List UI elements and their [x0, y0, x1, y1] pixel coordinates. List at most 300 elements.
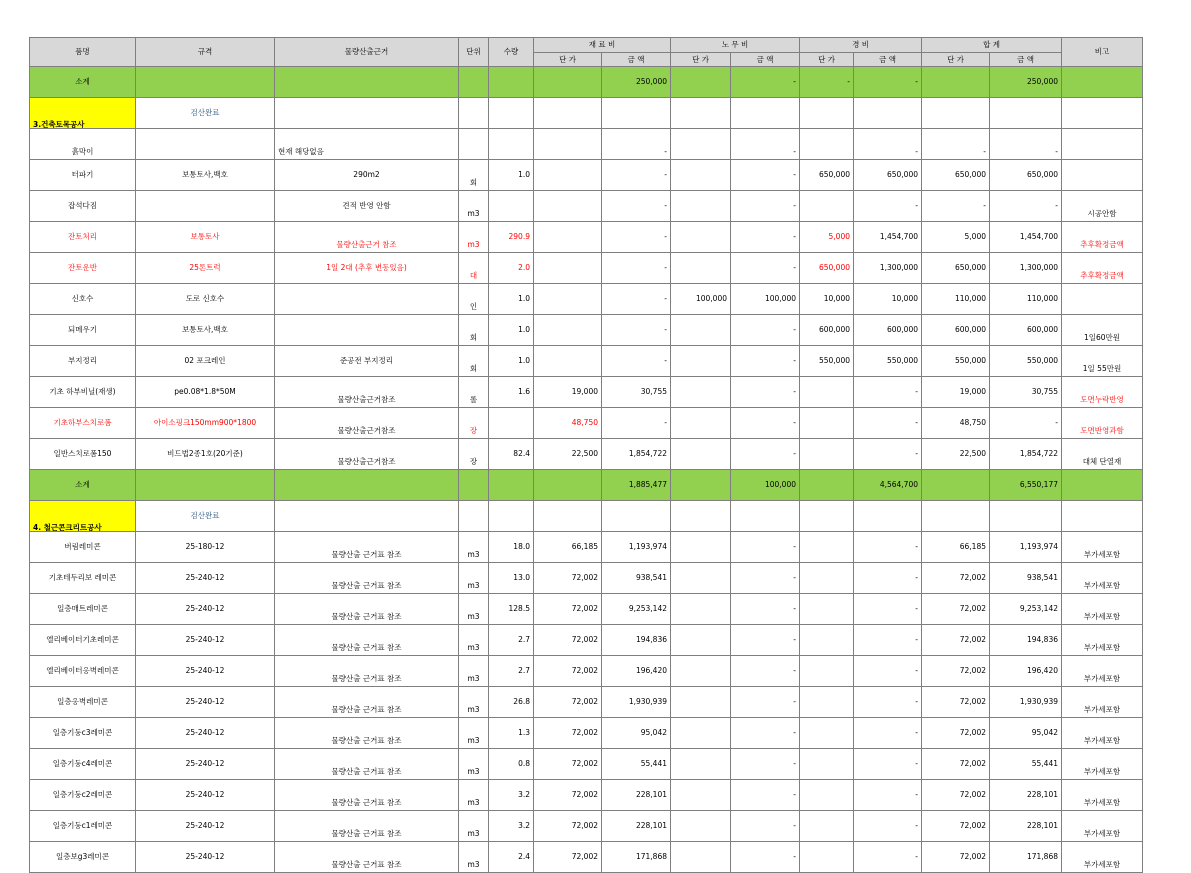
- cell-note[interactable]: 추후확정금액: [1062, 222, 1143, 253]
- cell-la[interactable]: -: [731, 625, 800, 656]
- cell-spec[interactable]: 25-240-12: [136, 656, 275, 687]
- cell-mp[interactable]: 72,002: [534, 594, 602, 625]
- cell-spec[interactable]: [136, 470, 275, 501]
- cell-mp[interactable]: [534, 129, 602, 160]
- cell-ea[interactable]: -: [854, 377, 922, 408]
- cell-spec[interactable]: 보통토사,백호: [136, 315, 275, 346]
- cell-la[interactable]: 100,000: [731, 470, 800, 501]
- cell-ta[interactable]: 228,101: [990, 780, 1062, 811]
- cell-tp[interactable]: 19,000: [922, 377, 990, 408]
- cell-unit[interactable]: m3: [459, 718, 489, 749]
- cell-spec[interactable]: 검산완료: [136, 501, 275, 532]
- cell-ea[interactable]: 1,454,700: [854, 222, 922, 253]
- cell-name[interactable]: 기초테두리보 레미콘: [30, 563, 136, 594]
- cell-unit[interactable]: 회: [459, 160, 489, 191]
- cell-ma[interactable]: -: [602, 315, 671, 346]
- cell-name[interactable]: 되메우기: [30, 315, 136, 346]
- cell-ma[interactable]: 9,253,142: [602, 594, 671, 625]
- col-header-total-amount[interactable]: 금 액: [990, 53, 1062, 67]
- cell-tp[interactable]: 72,002: [922, 718, 990, 749]
- cell-lp[interactable]: [671, 129, 731, 160]
- cell-note[interactable]: [1062, 501, 1143, 532]
- cell-lp[interactable]: [671, 811, 731, 842]
- cell-mp[interactable]: [534, 191, 602, 222]
- cell-lp[interactable]: 100,000: [671, 284, 731, 315]
- cell-ea[interactable]: -: [854, 408, 922, 439]
- cell-name[interactable]: 흙막이: [30, 129, 136, 160]
- cell-unit[interactable]: 인: [459, 284, 489, 315]
- cell-unit[interactable]: 장: [459, 439, 489, 470]
- cell-ma[interactable]: [602, 501, 671, 532]
- cell-name[interactable]: 버림레미콘: [30, 532, 136, 563]
- cell-tp[interactable]: 5,000: [922, 222, 990, 253]
- cell-note[interactable]: [1062, 470, 1143, 501]
- cell-ea[interactable]: -: [854, 594, 922, 625]
- cell-tp[interactable]: 72,002: [922, 594, 990, 625]
- cell-name[interactable]: 잔토처리: [30, 222, 136, 253]
- cell-mp[interactable]: 72,002: [534, 625, 602, 656]
- cell-note[interactable]: 부가세포함: [1062, 842, 1143, 873]
- cell-basis[interactable]: 물량산출 근거표 참조: [275, 811, 459, 842]
- cell-unit[interactable]: [459, 501, 489, 532]
- cell-la[interactable]: -: [731, 811, 800, 842]
- cell-ep[interactable]: [800, 191, 854, 222]
- cell-ma[interactable]: -: [602, 284, 671, 315]
- cell-lp[interactable]: [671, 842, 731, 873]
- cell-spec[interactable]: 25톤트럭: [136, 253, 275, 284]
- cell-qty[interactable]: 26.8: [489, 687, 534, 718]
- cell-ma[interactable]: -: [602, 129, 671, 160]
- cell-la[interactable]: [731, 98, 800, 129]
- cell-spec[interactable]: 아이소핑크150mm900*1800: [136, 408, 275, 439]
- cell-ep[interactable]: [800, 749, 854, 780]
- cell-ep[interactable]: 600,000: [800, 315, 854, 346]
- cell-spec[interactable]: 25-240-12: [136, 625, 275, 656]
- cell-qty[interactable]: [489, 67, 534, 98]
- cell-tp[interactable]: [922, 470, 990, 501]
- cell-qty[interactable]: 82.4: [489, 439, 534, 470]
- col-header-expense-unit-price[interactable]: 단 가: [800, 53, 854, 67]
- cell-qty[interactable]: 2.0: [489, 253, 534, 284]
- cell-ea[interactable]: -: [854, 749, 922, 780]
- cell-note[interactable]: [1062, 98, 1143, 129]
- cell-lp[interactable]: [671, 594, 731, 625]
- cell-lp[interactable]: [671, 160, 731, 191]
- cell-unit[interactable]: m3: [459, 594, 489, 625]
- cell-ep[interactable]: [800, 811, 854, 842]
- col-header-material[interactable]: 재 료 비: [534, 38, 671, 53]
- cell-mp[interactable]: [534, 501, 602, 532]
- cell-tp[interactable]: 72,002: [922, 563, 990, 594]
- cell-mp[interactable]: 22,500: [534, 439, 602, 470]
- cell-spec[interactable]: 25-240-12: [136, 687, 275, 718]
- cell-note[interactable]: 대체 단열재: [1062, 439, 1143, 470]
- cell-mp[interactable]: 48,750: [534, 408, 602, 439]
- cell-unit[interactable]: m3: [459, 687, 489, 718]
- cell-la[interactable]: -: [731, 315, 800, 346]
- cell-ta[interactable]: 250,000: [990, 67, 1062, 98]
- cell-ep[interactable]: 650,000: [800, 253, 854, 284]
- cell-lp[interactable]: [671, 501, 731, 532]
- cell-ma[interactable]: -: [602, 346, 671, 377]
- cell-ta[interactable]: 30,755: [990, 377, 1062, 408]
- cell-ma[interactable]: [602, 98, 671, 129]
- col-header-note[interactable]: 비고: [1062, 38, 1143, 67]
- cell-note[interactable]: 부가세포함: [1062, 687, 1143, 718]
- cell-mp[interactable]: 19,000: [534, 377, 602, 408]
- cell-spec[interactable]: 25-240-12: [136, 842, 275, 873]
- col-header-expense-amount[interactable]: 금 액: [854, 53, 922, 67]
- cell-name[interactable]: 일층기둥c2레미콘: [30, 780, 136, 811]
- col-header-basis[interactable]: 물량산출근거: [275, 38, 459, 67]
- cell-ep[interactable]: [800, 625, 854, 656]
- cell-ea[interactable]: 550,000: [854, 346, 922, 377]
- cell-ta[interactable]: 1,930,939: [990, 687, 1062, 718]
- cell-spec[interactable]: 검산완료: [136, 98, 275, 129]
- cell-lp[interactable]: [671, 67, 731, 98]
- cell-name[interactable]: 잔토운반: [30, 253, 136, 284]
- cell-lp[interactable]: [671, 718, 731, 749]
- cell-ta[interactable]: 55,441: [990, 749, 1062, 780]
- cell-unit[interactable]: m3: [459, 532, 489, 563]
- cell-mp[interactable]: 72,002: [534, 749, 602, 780]
- cell-name[interactable]: 일층보g3레미콘: [30, 842, 136, 873]
- cell-la[interactable]: -: [731, 191, 800, 222]
- cell-qty[interactable]: 1.0: [489, 160, 534, 191]
- cell-lp[interactable]: [671, 749, 731, 780]
- cell-name[interactable]: 4. 철근콘크리트공사: [30, 501, 136, 532]
- cell-basis[interactable]: 물량산출 근거표 참조: [275, 842, 459, 873]
- cell-unit[interactable]: m3: [459, 563, 489, 594]
- cell-ma[interactable]: 938,541: [602, 563, 671, 594]
- cell-qty[interactable]: 1.0: [489, 315, 534, 346]
- cell-ma[interactable]: 1,930,939: [602, 687, 671, 718]
- cell-ta[interactable]: 196,420: [990, 656, 1062, 687]
- cell-la[interactable]: -: [731, 408, 800, 439]
- cell-name[interactable]: 일층매트레미콘: [30, 594, 136, 625]
- cell-name[interactable]: 일반스치로폼150: [30, 439, 136, 470]
- cell-ea[interactable]: 4,564,700: [854, 470, 922, 501]
- cell-name[interactable]: 부지정리: [30, 346, 136, 377]
- col-header-labor-amount[interactable]: 금 액: [731, 53, 800, 67]
- cell-ea[interactable]: 1,300,000: [854, 253, 922, 284]
- cell-ma[interactable]: 30,755: [602, 377, 671, 408]
- cell-tp[interactable]: 72,002: [922, 842, 990, 873]
- cell-ta[interactable]: 9,253,142: [990, 594, 1062, 625]
- cell-la[interactable]: -: [731, 749, 800, 780]
- cell-ep[interactable]: [800, 532, 854, 563]
- cell-note[interactable]: [1062, 160, 1143, 191]
- cell-la[interactable]: -: [731, 563, 800, 594]
- cell-ea[interactable]: 10,000: [854, 284, 922, 315]
- cell-name[interactable]: 일층기둥c3레미콘: [30, 718, 136, 749]
- cell-ta[interactable]: 1,300,000: [990, 253, 1062, 284]
- cell-unit[interactable]: m3: [459, 191, 489, 222]
- cell-basis[interactable]: 물량산출 근거표 참조: [275, 718, 459, 749]
- cell-ep[interactable]: -: [800, 67, 854, 98]
- col-header-qty[interactable]: 수량: [489, 38, 534, 67]
- cell-ep[interactable]: [800, 656, 854, 687]
- cell-la[interactable]: -: [731, 439, 800, 470]
- cell-ea[interactable]: [854, 98, 922, 129]
- cell-ea[interactable]: [854, 501, 922, 532]
- cell-lp[interactable]: [671, 408, 731, 439]
- cell-tp[interactable]: 650,000: [922, 160, 990, 191]
- cell-ta[interactable]: [990, 501, 1062, 532]
- cell-unit[interactable]: m3: [459, 811, 489, 842]
- cell-la[interactable]: -: [731, 687, 800, 718]
- cell-tp[interactable]: 48,750: [922, 408, 990, 439]
- cell-ep[interactable]: [800, 408, 854, 439]
- cell-unit[interactable]: [459, 129, 489, 160]
- cell-ta[interactable]: 110,000: [990, 284, 1062, 315]
- cell-ep[interactable]: [800, 470, 854, 501]
- cell-ea[interactable]: 650,000: [854, 160, 922, 191]
- cell-ep[interactable]: [800, 687, 854, 718]
- cell-lp[interactable]: [671, 563, 731, 594]
- cell-ea[interactable]: -: [854, 191, 922, 222]
- cell-ma[interactable]: 95,042: [602, 718, 671, 749]
- cell-spec[interactable]: [136, 67, 275, 98]
- cell-ta[interactable]: 600,000: [990, 315, 1062, 346]
- cell-la[interactable]: -: [731, 842, 800, 873]
- cell-ta[interactable]: [990, 98, 1062, 129]
- cell-basis[interactable]: 물량산출 근거표 참조: [275, 532, 459, 563]
- cell-spec[interactable]: [136, 191, 275, 222]
- cell-la[interactable]: -: [731, 129, 800, 160]
- cell-spec[interactable]: 25-240-12: [136, 780, 275, 811]
- cell-basis[interactable]: 물량산출근거참조: [275, 377, 459, 408]
- cell-tp[interactable]: 550,000: [922, 346, 990, 377]
- cell-lp[interactable]: [671, 470, 731, 501]
- cell-mp[interactable]: 72,002: [534, 811, 602, 842]
- cell-spec[interactable]: 25-240-12: [136, 718, 275, 749]
- cell-ta[interactable]: 1,854,722: [990, 439, 1062, 470]
- cell-tp[interactable]: 72,002: [922, 687, 990, 718]
- cell-la[interactable]: -: [731, 718, 800, 749]
- cell-ta[interactable]: -: [990, 129, 1062, 160]
- cell-qty[interactable]: [489, 98, 534, 129]
- cell-la[interactable]: -: [731, 253, 800, 284]
- cell-tp[interactable]: -: [922, 129, 990, 160]
- cell-ea[interactable]: -: [854, 718, 922, 749]
- cell-unit[interactable]: [459, 67, 489, 98]
- cell-unit[interactable]: m3: [459, 222, 489, 253]
- cell-ea[interactable]: -: [854, 811, 922, 842]
- cell-ep[interactable]: [800, 594, 854, 625]
- cell-ta[interactable]: 1,193,974: [990, 532, 1062, 563]
- cell-spec[interactable]: 25-240-12: [136, 811, 275, 842]
- cell-unit[interactable]: m3: [459, 625, 489, 656]
- cell-note[interactable]: 부가세포함: [1062, 625, 1143, 656]
- cell-unit[interactable]: m3: [459, 780, 489, 811]
- cell-basis[interactable]: [275, 315, 459, 346]
- cell-ea[interactable]: -: [854, 67, 922, 98]
- cell-note[interactable]: 부가세포함: [1062, 563, 1143, 594]
- cell-spec[interactable]: 보통토사: [136, 222, 275, 253]
- cell-note[interactable]: 부가세포함: [1062, 811, 1143, 842]
- col-header-labor[interactable]: 노 무 비: [671, 38, 800, 53]
- cell-ta[interactable]: 95,042: [990, 718, 1062, 749]
- cell-basis[interactable]: [275, 501, 459, 532]
- cell-tp[interactable]: 72,002: [922, 780, 990, 811]
- cell-lp[interactable]: [671, 222, 731, 253]
- cell-qty[interactable]: [489, 408, 534, 439]
- cell-spec[interactable]: 25-240-12: [136, 594, 275, 625]
- cell-ta[interactable]: 650,000: [990, 160, 1062, 191]
- cell-basis[interactable]: 290m2: [275, 160, 459, 191]
- cell-mp[interactable]: [534, 253, 602, 284]
- cell-la[interactable]: -: [731, 160, 800, 191]
- cell-tp[interactable]: 22,500: [922, 439, 990, 470]
- cell-qty[interactable]: 2.4: [489, 842, 534, 873]
- col-header-total-unit-price[interactable]: 단 가: [922, 53, 990, 67]
- cell-ma[interactable]: -: [602, 222, 671, 253]
- cell-note[interactable]: 부가세포함: [1062, 594, 1143, 625]
- col-header-name[interactable]: 품명: [30, 38, 136, 67]
- cell-qty[interactable]: [489, 501, 534, 532]
- col-header-material-unit-price[interactable]: 단 가: [534, 53, 602, 67]
- cell-la[interactable]: -: [731, 780, 800, 811]
- col-header-total[interactable]: 합 계: [922, 38, 1062, 53]
- cell-lp[interactable]: [671, 253, 731, 284]
- cell-basis[interactable]: 물량산출 근거표 참조: [275, 687, 459, 718]
- cell-tp[interactable]: 72,002: [922, 625, 990, 656]
- cell-mp[interactable]: [534, 315, 602, 346]
- col-header-labor-unit-price[interactable]: 단 가: [671, 53, 731, 67]
- cell-ma[interactable]: 1,885,477: [602, 470, 671, 501]
- cell-note[interactable]: 부가세포함: [1062, 656, 1143, 687]
- cell-mp[interactable]: [534, 160, 602, 191]
- cell-unit[interactable]: [459, 98, 489, 129]
- cell-basis[interactable]: 물량산출 근거표 참조: [275, 625, 459, 656]
- cell-ma[interactable]: 1,854,722: [602, 439, 671, 470]
- cell-qty[interactable]: 3.2: [489, 780, 534, 811]
- cell-ea[interactable]: 600,000: [854, 315, 922, 346]
- cell-lp[interactable]: [671, 377, 731, 408]
- cell-ea[interactable]: -: [854, 532, 922, 563]
- cell-ep[interactable]: 650,000: [800, 160, 854, 191]
- cell-la[interactable]: -: [731, 377, 800, 408]
- cell-mp[interactable]: 72,002: [534, 718, 602, 749]
- cell-lp[interactable]: [671, 191, 731, 222]
- cell-qty[interactable]: [489, 191, 534, 222]
- cell-basis[interactable]: 물량산출근거 참조: [275, 222, 459, 253]
- cell-ma[interactable]: -: [602, 253, 671, 284]
- cell-ma[interactable]: 196,420: [602, 656, 671, 687]
- cell-ea[interactable]: -: [854, 656, 922, 687]
- cell-ma[interactable]: 250,000: [602, 67, 671, 98]
- cell-unit[interactable]: 장: [459, 408, 489, 439]
- cell-basis[interactable]: 물량산출 근거표 참조: [275, 563, 459, 594]
- cell-unit[interactable]: m3: [459, 656, 489, 687]
- cell-qty[interactable]: 128.5: [489, 594, 534, 625]
- cell-mp[interactable]: [534, 346, 602, 377]
- cell-unit[interactable]: 회: [459, 315, 489, 346]
- cell-ma[interactable]: 228,101: [602, 780, 671, 811]
- cell-ea[interactable]: -: [854, 842, 922, 873]
- cell-la[interactable]: -: [731, 67, 800, 98]
- cell-mp[interactable]: [534, 284, 602, 315]
- cell-ep[interactable]: [800, 780, 854, 811]
- cell-la[interactable]: -: [731, 532, 800, 563]
- cell-basis[interactable]: 현재 해당없음: [275, 129, 459, 160]
- cell-spec[interactable]: 비드법2종1호(20기준): [136, 439, 275, 470]
- cell-note[interactable]: 부가세포함: [1062, 718, 1143, 749]
- cell-lp[interactable]: [671, 687, 731, 718]
- cell-lp[interactable]: [671, 346, 731, 377]
- cell-la[interactable]: -: [731, 594, 800, 625]
- cell-spec[interactable]: 보통토사,백호: [136, 160, 275, 191]
- cell-spec[interactable]: 25-180-12: [136, 532, 275, 563]
- cell-spec[interactable]: 도로 신호수: [136, 284, 275, 315]
- cell-ma[interactable]: 55,441: [602, 749, 671, 780]
- cell-unit[interactable]: 회: [459, 346, 489, 377]
- cell-lp[interactable]: [671, 98, 731, 129]
- cell-ta[interactable]: -: [990, 191, 1062, 222]
- cell-ma[interactable]: -: [602, 160, 671, 191]
- cell-basis[interactable]: 물량산출근거참조: [275, 408, 459, 439]
- cell-basis[interactable]: 견적 반영 안함: [275, 191, 459, 222]
- cell-ma[interactable]: -: [602, 191, 671, 222]
- cell-tp[interactable]: [922, 98, 990, 129]
- cell-qty[interactable]: 1.6: [489, 377, 534, 408]
- cell-name[interactable]: 엘리베이터기초레미콘: [30, 625, 136, 656]
- cell-qty[interactable]: [489, 470, 534, 501]
- cell-basis[interactable]: [275, 284, 459, 315]
- cell-ep[interactable]: [800, 842, 854, 873]
- cell-tp[interactable]: 72,002: [922, 656, 990, 687]
- cell-spec[interactable]: 02 포크레인: [136, 346, 275, 377]
- cell-note[interactable]: 추후확정금액: [1062, 253, 1143, 284]
- cell-name[interactable]: 일층기둥c4레미콘: [30, 749, 136, 780]
- cell-note[interactable]: 도면누락반영: [1062, 377, 1143, 408]
- cell-basis[interactable]: [275, 470, 459, 501]
- cell-lp[interactable]: [671, 439, 731, 470]
- cell-note[interactable]: 도면반영과함: [1062, 408, 1143, 439]
- cell-ta[interactable]: 171,868: [990, 842, 1062, 873]
- cell-tp[interactable]: [922, 501, 990, 532]
- cell-name[interactable]: 엘리베이터옹벽레미콘: [30, 656, 136, 687]
- cell-ma[interactable]: -: [602, 408, 671, 439]
- cell-name[interactable]: 일층기둥c1레미콘: [30, 811, 136, 842]
- cell-basis[interactable]: [275, 67, 459, 98]
- cell-name[interactable]: 기초하부스치로폼: [30, 408, 136, 439]
- cell-spec[interactable]: [136, 129, 275, 160]
- cell-basis[interactable]: 1일 2대 (추후 변동있음): [275, 253, 459, 284]
- cell-mp[interactable]: 72,002: [534, 563, 602, 594]
- cell-name[interactable]: 일층옹벽레미콘: [30, 687, 136, 718]
- cell-spec[interactable]: 25-240-12: [136, 563, 275, 594]
- cell-unit[interactable]: [459, 470, 489, 501]
- cell-unit[interactable]: m3: [459, 842, 489, 873]
- cell-lp[interactable]: [671, 532, 731, 563]
- cell-ep[interactable]: [800, 563, 854, 594]
- cell-note[interactable]: 부가세포함: [1062, 780, 1143, 811]
- cell-la[interactable]: 100,000: [731, 284, 800, 315]
- cell-ea[interactable]: -: [854, 687, 922, 718]
- cell-qty[interactable]: 18.0: [489, 532, 534, 563]
- cell-spec[interactable]: pe0.08*1.8*50M: [136, 377, 275, 408]
- cell-ta[interactable]: 938,541: [990, 563, 1062, 594]
- cell-lp[interactable]: [671, 656, 731, 687]
- cell-mp[interactable]: [534, 67, 602, 98]
- cell-mp[interactable]: 66,185: [534, 532, 602, 563]
- cell-name[interactable]: 신호수: [30, 284, 136, 315]
- cell-mp[interactable]: [534, 98, 602, 129]
- cell-ea[interactable]: -: [854, 625, 922, 656]
- col-header-spec[interactable]: 규격: [136, 38, 275, 67]
